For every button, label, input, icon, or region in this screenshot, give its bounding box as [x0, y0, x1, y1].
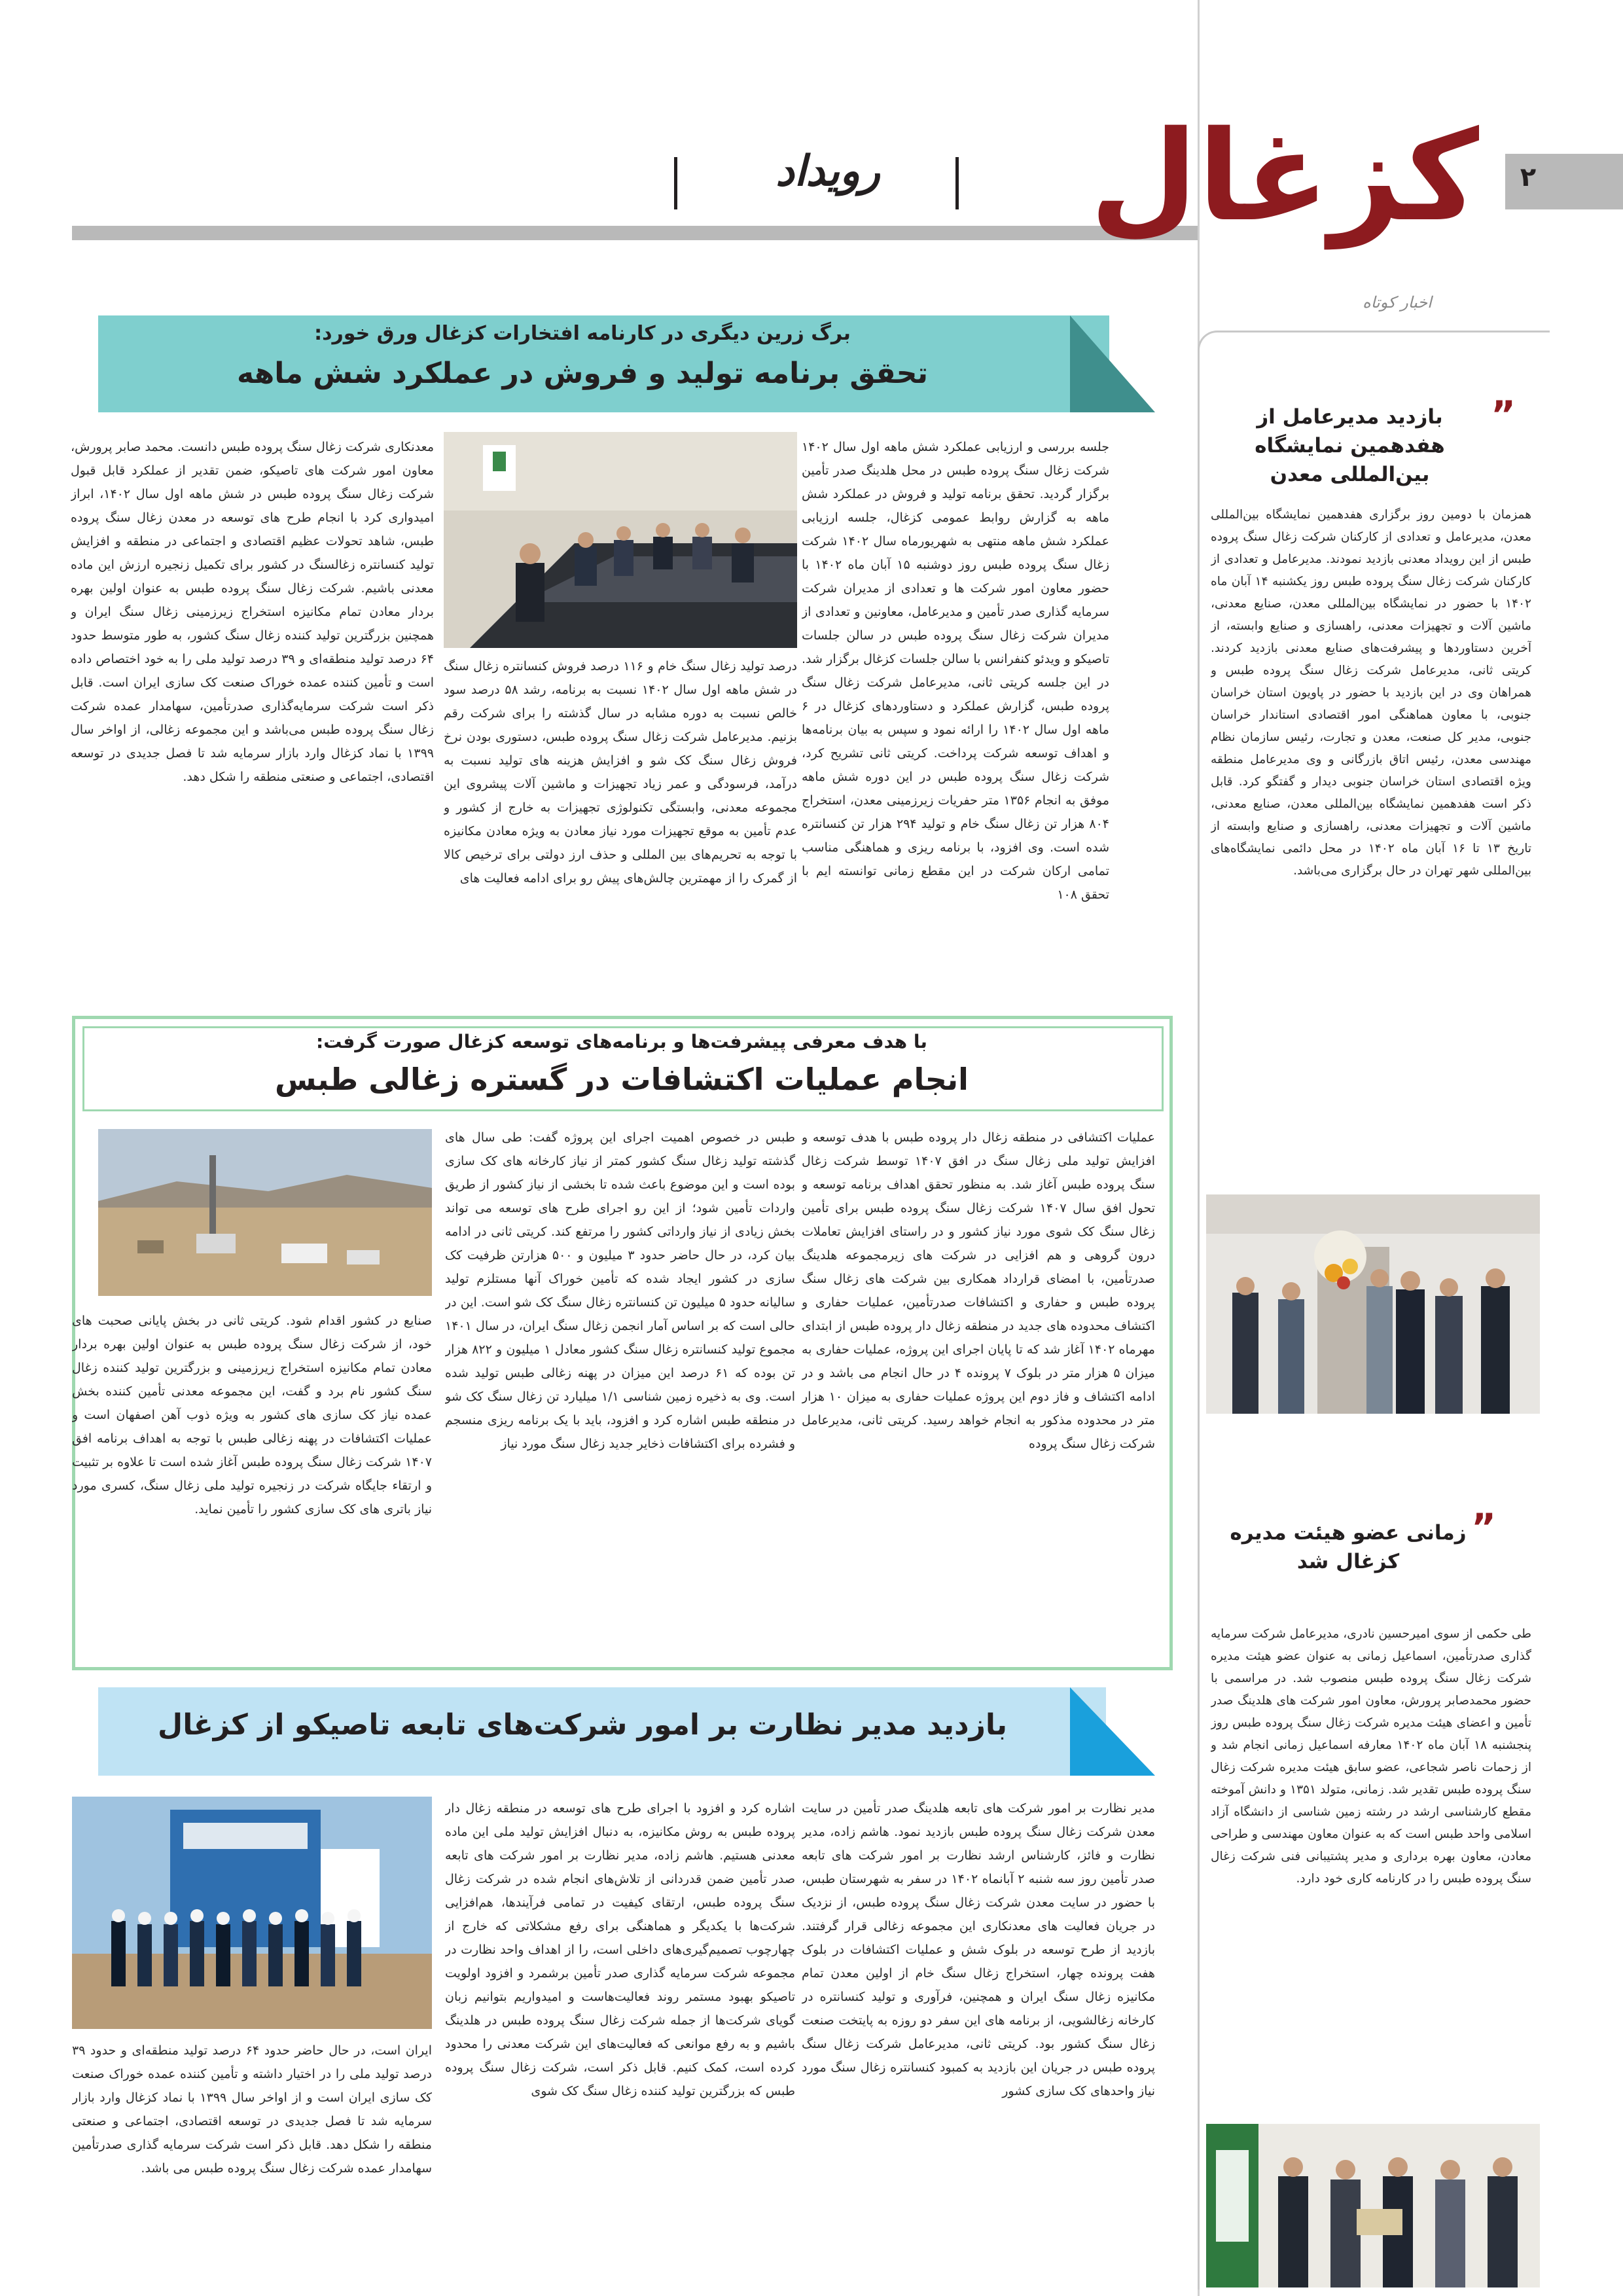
mine-visit-photo: [72, 1797, 432, 2029]
section-divider-right: [955, 157, 959, 209]
article3-column-left: ایران است، در حال حاضر حدود ۶۴ درصد تولید منطقه‌ای و حدود ۳۹ درصد تولید ملی را در اختیار داشته و تأمین کننده عمده خوراک صنعت کک سازی ایران است و از اواخر سال ۱۳۹۹ با نماد کزغال وارد بازار سرمایه شد تا فصل جدیدی در توسعه اقتصادی، اجتماعی و صنعتی منطقه را شکل دهد. قابل ذکر است شرکت سرمایه گذاری صدرتأمین سهامدار عمده شرکت زغال سنگ پروده طبس می باشد.: [72, 2043, 432, 2176]
section-title: رویداد: [776, 147, 880, 196]
article1-kicker: برگ زرین دیگری در کارنامه افتخارات کزغال ورق خورد:: [314, 322, 851, 345]
article1-title: تحقق برنامه تولید و فروش در عملکرد شش ماهه: [237, 357, 928, 390]
article2-kicker: با هدف معرفی پیشرفت‌ها و برنامه‌های توسعه کزغال صورت گرفت:: [316, 1031, 927, 1052]
sidebar-story1-body: همزمان با دومین روز برگزاری هفدهمین نمایشگاه بین‌المللی معدن، مدیرعامل و تعدادی از کارکنان شرکت زغال سنگ پروده طبس از این رویداد معدنی بازدید نمودند. مدیرعامل و تعدادی از کارکنان شرکت زغال سنگ پروده طبس روز یکشنبه ۱۴ آبان ماه ۱۴۰۲ با حضور در نمایشگاه بین‌المللی معدن، صنایع معدنی، ماشین آلات و تجهیزات معدنی، راهسازی و صنایع وابسته، از آخرین دستاوردها و پیشرفت‌های صنایع معدنی بازدید کردند. کریتی ثانی، مدیرعامل شرکت زغال سنگ پروده طبس و همراهان وی در این بازدید با حضور در پاویون استان خراسان جنوبی، با معاون هماهنگی امور اقتصادی استاندار خراسان جنوبی، مدیر کل صنعت، معدن و تجارت، رئیس سازمان نظام مهندسی معدن، رئیس اتاق بازرگانی و وی مدیرعامل منطقه ویژه اقتصادی استان خراسان جنوبی دیدار و گفتگو کرد. قابل ذکر است هفدهمین نمایشگاه بین‌المللی معدن، صنایع معدنی، ماشین آلات و تجهیزات معدنی، راهسازی و صنایع وابسته از تاریخ ۱۳ تا ۱۶ آبان ماه ۱۴۰۲ در محل دائمی نمایشگاه‌های بین‌المللی شهر تهران در حال برگزاری می‌باشد.: [1211, 508, 1531, 878]
sidebar-tag: اخبار کوتاه: [1363, 293, 1432, 312]
quote-mark-icon: ”: [1491, 393, 1516, 437]
article3-title: بازدید مدیر نظارت بر امور شرکت‌های تابعه تاصیکو از کزغال: [158, 1708, 1007, 1742]
article2-column-left: صنایع در کشور اقدام شود. کریتی ثانی در بخش پایانی صحبت های خود، از شرکت زغال سنگ پروده طبس به عنوان اولین بهره بردار معادن تمام مکانیزه استخراج زیرزمینی و بزرگترین تولید کننده زغال سنگ کشور نام برد و گفت، این مجموعه معدنی تأمین کننده بخش عمده نیاز کک سازی های کشور به ویژه ذوب آهن اصفهان است و عملیات اکتشافات در پهنه زغالی طبس با توجه به اهداف برنامه افق ۱۴۰۷ شرکت زغال سنگ پروده طبس آغاز شده است تا علاوه بر تثبیت و ارتقاء جایگاه شرکت در زنجیره تولید ملی زغال سنگ، کسری مورد نیاز باتری های کک سازی کشور را تأمین نماید.: [72, 1314, 432, 1516]
article1-banner-arrow-icon: [1070, 315, 1155, 412]
article2-column-right: عملیات اکتشافی در منطقه زغال دار پروده طبس با هدف توسعه و افزایش تولید ملی زغال سنگ در افق ۱۴۰۷ توسط شرکت زغال سنگ پروده طبس آغاز شد. به منظور تحقق اهداف برنامه توسعه و تحول افق سال ۱۴۰۷ شرکت زغال سنگ پروده طبس برای تأمین زغال سنگ کک شوی مورد نیاز کشور و در راستای افزایش تعاملات درون گروهی و هم افزایی در شرکت های زیرمجموعه هلدینگ صدرتأمین، با امضای قرارداد همکاری بین شرکت های زغال سنگ پروده طبس و حفاری و اکتشافات صدرتأمین، عملیات حفاری و اکتشاف محدوده های جدید در منطقه زغال دار پروده طبس از ابتدای مهرماه ۱۴۰۲ آغاز شد که تا پایان اجرای این پروژه، عملیات حفاری به میزان ۵ هزار متر در بلوک ۷ پرونده ۴ در حال انجام می باشد و در ادامه اکتشاف و فاز دوم این پروژه عملیات حفاری به میزان ۱۰ هزار متر در محدوده مذکور به انجام خواهد رسید. کریتی ثانی، مدیرعامل شرکت زغال سنگ پروده: [802, 1130, 1155, 1451]
meeting-photo: [444, 432, 797, 648]
page-number: ۲: [1520, 162, 1537, 192]
article1-column-right: جلسه بررسی و ارزیابی عملکرد شش ماهه اول سال ۱۴۰۲ شرکت زغال سنگ پروده طبس در محل هلدینگ صدر تأمین برگزار گردید. تحقق برنامه تولید و فروش در عملکرد شش ماهه به گزارش روابط عمومی کزغال، جلسه ارزیابی عملکرد شش ماهه منتهی به شهریورماه سال ۱۴۰۲ شرکت زغال سنگ پروده طبس روز دوشنبه ۱۵ آبان ماه ۱۴۰۲ با حضور معاون امور شرکت ها و تعدادی از مدیران شرکت سرمایه گذاری صدر تأمین و مدیرعامل، معاونین و تعدادی از مدیران شرکت زغال سنگ پروده طبس در سالن جلسات تاصیکو و ویدئو کنفرانس با سالن جلسات کزغال برگزار شد. در این جلسه کریتی ثانی، مدیرعامل شرکت زغال سنگ پروده طبس، گزارش عملکرد و دستاوردهای کزغال در ۶ ماهه اول سال ۱۴۰۲ را ارائه نمود و سپس به بیان برنامه‌ها و اهداف توسعه شرکت پرداخت. کریتی ثانی تشریح کرد، شرکت زغال سنگ پروده طبس در این دوره شش ماهه موفق به انجام ۱۳۵۶ متر حفریات زیرزمینی معدن، استخراج ۸۰۴ هزار تن زغال سنگ خام و تولید ۲۹۴ هزار تن کنسانتره شده است. وی افزود، با برنامه ریزی و هماهنگی مناسب تمامی ارکان شرکت در این مقطع زمانی توانسته ایم با تحقق ۱۰۸: [802, 440, 1109, 902]
article1-column-left: معدنکاری شرکت زغال سنگ پروده طبس دانست. محمد صابر پرورش، معاون امور شرکت های تاصیکو، ضمن تقدیر از عملکرد قابل قبول شرکت زغال سنگ پروده طبس در شش ماهه اول سال ۱۴۰۲، ابراز امیدواری کرد با انجام طرح های توسعه در معدن زغال سنگ پروده طبس، شاهد تحولات عظیم اقتصادی و اجتماعی در منطقه و افزایش تولید کنسانتره زغالسنگ در کشور برای تکمیل زنجیره ارزش این ماده معدنی باشیم. شرکت زغال سنگ پروده طبس به عنوان اولین بهره بردار معادن تمام مکانیزه استخراج زیرزمینی زغال سنگ ایران و همچنین بزرگترین تولید کننده زغال سنگ کشور، به طور متوسط حدود ۶۴ درصد تولید منطقه‌ای و ۳۹ درصد تولید ملی را به خود اختصاص داده است و تأمین کننده عمده خوراک صنعت کک سازی ایران است. قابل ذکر است شرکت سرمایه‌گذاری صدرتأمین، سهامدار عمده شرکت زغال سنگ پروده طبس می‌باشد و این مجموعه زغالی، از اواخر سال ۱۳۹۹ با نماد کزغال وارد بازار سرمایه شد تا فصل جدیدی در توسعه اقتصادی، اجتماعی و صنعتی منطقه را شکل دهد.: [71, 440, 434, 784]
sidebar-story2-body: طی حکمی از سوی امیرحسین نادری، مدیرعامل شرکت سرمایه گذاری صدرتأمین، اسماعیل زمانی به عنوان عضو هیئت مدیره شرکت زغال سنگ پروده طبس منصوب شد. در مراسمی با حضور محمدصابر پرورش، معاون امور شرکت های هلدینگ صدر تأمین و اعضای هیئت مدیره شرکت زغال سنگ پروده طبس روز پنجشنبه ۱۸ آبان ماه ۱۴۰۲ معارفه اسماعیل زمانی انجام شد و از زحمات ناصر شجاعی، عضو سابق هیئت مدیره شرکت زغال سنگ پروده طبس تقدیر شد. زمانی، متولد ۱۳۵۱ و دانش آموخته مقطع کارشناسی ارشد در رشته زمین شناسی از دانشگاه آزاد اسلامی واحد طبس است که به عنوان معاون مهندسی و طراحی معادن، معاون بهره برداری و مدیر پشتیبانی فنی شرکت زغال سنگ پروده طبس را در کارنامه کاری خود دارد.: [1211, 1627, 1531, 1886]
article1-column-middle: درصد تولید زغال سنگ خام و ۱۱۶ درصد فروش کنسانتره زغال سنگ در شش ماهه اول سال ۱۴۰۲ نسبت به برنامه، رشد ۵۸ درصد سود خالص نسبت به دوره مشابه در سال گذشته را برای شرکت رقم بزنیم. مدیرعامل شرکت زغال سنگ پروده طبس، دستوری بودن نرخ فروش زغال سنگ کک شو و افزایش هزینه های تولید نسبت به درآمد، فرسودگی و عمر زیاد تجهیزات و ماشین آلات پیشروی این مجموعه معدنی، وابستگی تکنولوژی تجهیزات به خارج از کشور و عدم تأمین به موقع تجهیزات مورد نیاز معادن به ویژه معادن مکانیزه با توجه به تحریم‌های بین المللی و حذف ارز دولتی برای ترخیص کالا از گمرک را از مهمترین چالش‌های پیش رو برای ادامه فعالیت های: [444, 659, 797, 886]
masthead-bar: [72, 226, 1198, 240]
quote-mark-icon: ”: [1471, 1505, 1497, 1550]
sidebar-story2-headline: زمانی عضو هیئت مدیره کزغال شد: [1230, 1521, 1467, 1573]
drilling-site-photo: [98, 1129, 432, 1296]
appointment-photo: [1206, 2124, 1540, 2287]
article3-banner-arrow-icon: [1070, 1687, 1155, 1776]
article2-title: انجام عملیات اکتشافات در گستره زغالی طبس: [275, 1062, 969, 1097]
article3-column-middle: اشاره کرد و افزود با اجرای طرح های توسعه در منطقه زغال دار پروده طبس به روش مکانیزه، به دنبال افزایش تولید ملی این ماده معدنی هستیم. هاشم زاده، مدیر نظارت بر امور شرکت های تابعه صدر تأمین ضمن قدردانی از تلاش‌های انجام شده در شرکت زغال سنگ پروده طبس، ارتقای کیفیت در تمامی فرآیندها، هم‌افزایی شرکت‌ها با یکدیگر و هماهنگی برای رفع مشکلاتی که خارج از چهارچوب تصمیم‌گیری‌های داخلی است، را از اهداف واحد نظارت در مجموعه شرکت سرمایه گذاری صدر تأمین برشمرد و افزود اولویت تاصیکو بهبود مستمر روند فعالیت‌هاست و امیدواریم بتوانیم زبان گویای شرکت‌ها از جمله شرکت زغال سنگ پروده طبس در هلدینگ باشیم و به رفع موانعی که فعالیت‌های این شرکت معدنی را محدود کرده است، کمک کنیم. قابل ذکر است، شرکت زغال سنگ پروده طبس که بزرگترین تولید کننده زغال سنگ کک شوی: [445, 1801, 795, 2098]
sidebar-story1-headline: بازدید مدیرعامل از هفدهمین نمایشگاه بین‌المللی معدن: [1255, 405, 1445, 486]
exhibition-photo: [1206, 1194, 1540, 1414]
section-divider-left: [674, 157, 677, 209]
article2-column-middle: طبس در خصوص اهمیت اجرای این پروژه گفت: طی سال های گذشته تولید زغال سنگ کشور کمتر از نیاز کارخانه های کک سازی بوده است و این موضوع باعث شده تا بخشی از نیاز کشور از طریق واردات تأمین شود؛ از این رو اجرای طرح های توسعه می تواند بخش زیادی از نیاز وارداتی کشور را مرتفع کند. کریتی ثانی در ادامه بیان کرد، در حال حاضر حدود ۳ میلیون و ۵۰۰ هزارتن ظرفیت کک سازی در کشور ایجاد شده که تأمین خوراک آنها مستلزم تولید سالیانه حدود ۵ میلیون تن کنسانتره زغال سنگ کک شو است. این در حالی است که بر اساس آمار انجمن زغال سنگ ایران، در سال ۱۴۰۱ مجموع تولید کنسانتره زغال سنگ کشور معادل ۱ میلیون و ۸۲۲ هزار تن بوده که ۶۱ درصد این میزان در پهنه زغالی طبس تولید شده است. وی به ذخیره زمین شناسی ۱/۱ میلیارد تن زغال سنگ کک شو در منطقه طبس اشاره کرد و افزود، باید با یک برنامه ریزی منسجم و فشرده برای اکتشافات ذخایر جدید زغال سنگ مورد نیاز: [445, 1130, 795, 1451]
brand-logo: کزغال: [1090, 104, 1479, 249]
article3-column-right: مدیر نظارت بر امور شرکت های تابعه هلدینگ صدر تأمین در سایت معدن شرکت زغال سنگ پروده طبس بازدید نمود. هاشم زاده، مدیر نظارت و فائز، کارشناس ارشد نظارت بر امور شرکت های تابعه صدر تأمین روز سه شنبه ۲ آبانماه ۱۴۰۲ در سفر به شهرستان طبس، با حضور در سایت معدن شرکت زغال سنگ پروده طبس، از نزدیک در جریان فعالیت های معدنکاری این مجموعه زغالی قرار گرفتند. بازدید از طرح توسعه در بلوک شش و عملیات اکتشافات در بلوک هفت پرونده چهار، استخراج زغال سنگ خام از اولین معدن تمام مکانیزه زغال سنگ ایران و همچنین، فرآوری و تولید کنسانتره در کارخانه زغالشویی، از برنامه های این سفر دو روزه به پایتخت صنعت زغال سنگ کشور بود. کریتی ثانی، مدیرعامل شرکت زغال سنگ پروده طبس در جریان این بازدید به کمبود کنسانتره زغال سنگ مورد نیاز واحدهای کک سازی کشور: [802, 1801, 1155, 2098]
